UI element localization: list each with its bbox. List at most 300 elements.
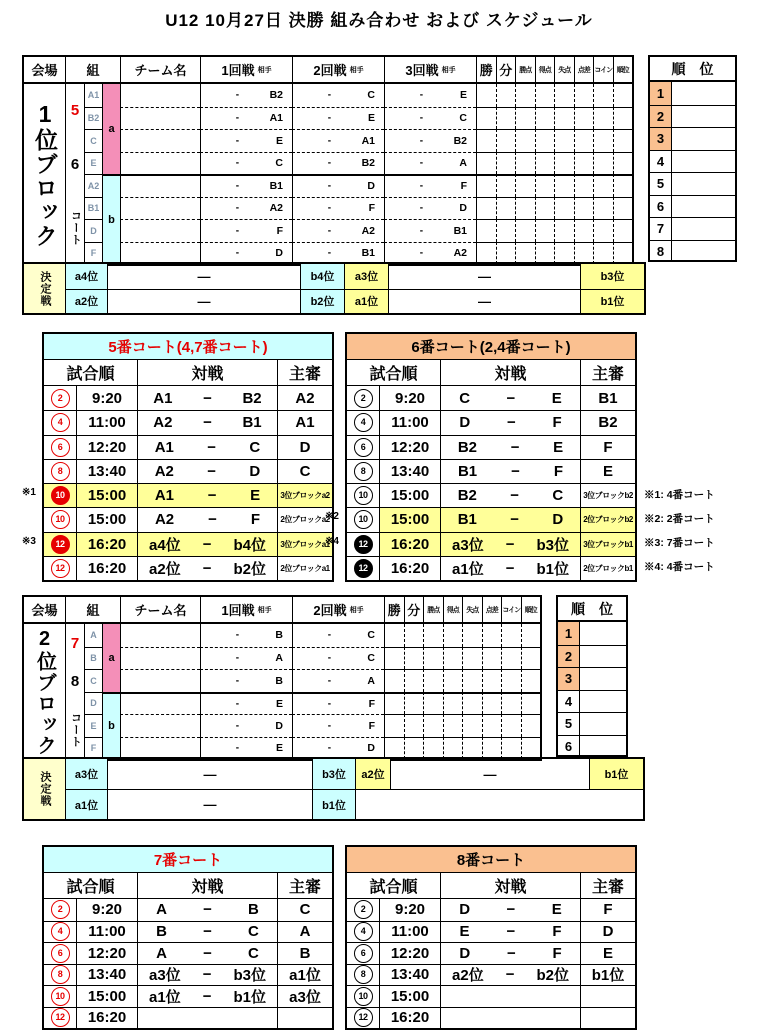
stat-cell <box>462 714 482 737</box>
team-name-cell <box>120 669 200 692</box>
home-team: D <box>459 414 471 432</box>
stat-cell <box>476 129 496 152</box>
decision-cell <box>580 289 644 314</box>
decision-cell <box>390 759 589 789</box>
opponent-sublabel: 相手 <box>349 606 364 614</box>
home-team: A2 <box>154 511 175 529</box>
stat-cell <box>482 692 502 715</box>
away-team: b3位 <box>536 536 569 554</box>
opponent-id: A2 <box>453 247 467 260</box>
rank-number-text: 5 <box>564 716 573 732</box>
match-time-cell <box>379 532 440 556</box>
away-team: b2位 <box>233 560 266 578</box>
match-time-cell <box>76 899 137 921</box>
stat-cell <box>462 737 482 760</box>
versus-dash: − <box>505 535 515 553</box>
stat-cell <box>535 197 555 220</box>
round-result-cell <box>384 152 476 175</box>
header-round <box>292 597 384 624</box>
decision-cell <box>388 264 580 289</box>
team-name-cell <box>120 737 200 760</box>
home-team: A2 <box>154 462 174 480</box>
team-name-cell <box>120 152 200 175</box>
decision-block-1 <box>22 262 646 315</box>
stat-cell <box>384 737 404 760</box>
round-result-cell <box>384 242 476 265</box>
opponent-id: D <box>367 742 375 755</box>
home-team: D <box>459 901 471 919</box>
referee-name: 3位ブロックb1 <box>583 539 633 549</box>
round-result-cell <box>292 219 384 242</box>
versus-dash: − <box>510 511 520 529</box>
stat-cell <box>482 737 502 760</box>
versus-dash: − <box>203 923 212 941</box>
decision-label <box>24 759 65 819</box>
match-number-cell <box>347 899 379 921</box>
match-time-cell <box>379 410 440 434</box>
stat-cell <box>574 84 594 107</box>
match-time: 12:20 <box>87 944 127 962</box>
stat-cell <box>613 152 633 175</box>
matchup-cell <box>440 483 580 507</box>
team-letter <box>84 647 102 670</box>
match-time: 9:20 <box>394 389 426 407</box>
stat-cell <box>554 107 574 130</box>
match-time: 9:20 <box>91 389 123 407</box>
decision-slot: b4位 <box>310 271 335 284</box>
round-result-cell <box>200 107 292 130</box>
referee-cell <box>277 921 332 943</box>
referee-cell <box>277 483 332 507</box>
match-number-cell <box>44 899 76 921</box>
home-team: A1 <box>154 438 174 456</box>
matchup-cell <box>440 899 580 921</box>
stat-cell <box>521 669 541 692</box>
team-letter <box>84 624 102 647</box>
matchup-cell <box>440 556 580 580</box>
opponent-id: C <box>367 89 375 102</box>
court-schedule-7 <box>42 845 334 1030</box>
rank-row <box>558 735 626 758</box>
rank-row <box>650 127 735 150</box>
versus-dash: − <box>202 987 212 1005</box>
stat-cell <box>515 219 535 242</box>
home-team: E <box>459 923 470 941</box>
group-b-label: b <box>108 214 115 226</box>
stat-cell <box>462 669 482 692</box>
match-number-cell <box>347 459 379 483</box>
rank-number-text: 8 <box>656 243 665 259</box>
decision-cell <box>344 264 388 289</box>
rank-number-text: 7 <box>656 221 665 237</box>
footnote-text: ※2: 2番コート <box>644 512 715 525</box>
stat-cell <box>423 737 443 760</box>
decision-cell <box>344 289 388 314</box>
home-team: A1 <box>154 487 175 505</box>
match-time-cell <box>76 532 137 556</box>
away-team: B1 <box>242 414 262 432</box>
versus-dash: - <box>327 112 332 124</box>
matchup-cell <box>137 410 277 434</box>
away-team: E <box>551 389 562 407</box>
versus-dash: - <box>235 89 240 101</box>
match-number-badge: 4 <box>51 922 70 941</box>
stat-cell <box>443 737 463 760</box>
referee-cell <box>277 556 332 580</box>
matchup-cell <box>440 507 580 531</box>
match-time-cell <box>76 556 137 580</box>
rank-number <box>558 622 580 645</box>
rank-number <box>650 151 672 173</box>
court-title-text: 6番コート(2,4番コート) <box>411 339 571 356</box>
stat-label: 勝点 <box>519 66 532 74</box>
placeholder-dash: — <box>197 293 211 309</box>
round-result-cell <box>384 129 476 152</box>
away-team: b2位 <box>536 967 569 985</box>
rank-name-cell <box>672 218 735 240</box>
opponent-id: A1 <box>269 112 283 125</box>
away-team: E <box>250 487 261 505</box>
rank-name-cell <box>580 713 626 735</box>
match-time: 16:20 <box>87 559 127 577</box>
decision-cell <box>388 289 580 314</box>
match-number-badge: 8 <box>354 462 373 481</box>
team-name-cell <box>120 197 200 220</box>
match-number-cell <box>347 1007 379 1029</box>
schedule-body <box>347 386 635 580</box>
group-a-label: a <box>108 651 115 664</box>
matchup-cell <box>137 386 277 410</box>
round-result-cell <box>200 84 292 107</box>
round-result-cell <box>292 737 384 760</box>
stat-cell <box>482 714 502 737</box>
round-label: 2回戦 <box>313 603 347 618</box>
footnote-text: ※4: 4番コート <box>644 561 715 574</box>
match-time-cell <box>76 964 137 986</box>
match-number-cell <box>44 459 76 483</box>
stat-cell <box>613 197 633 220</box>
header-round <box>384 57 476 84</box>
home-team: C <box>459 389 471 407</box>
versus-dash: - <box>235 135 240 147</box>
stat-cell <box>535 242 555 265</box>
versus-dash: − <box>510 487 520 505</box>
matchup-cell <box>137 942 277 964</box>
stat-label: 失点 <box>466 606 479 614</box>
header-stat <box>443 597 463 624</box>
match-number-cell <box>347 483 379 507</box>
opponent-id: F <box>460 180 467 193</box>
round-result-cell <box>200 242 292 265</box>
referee-name: E <box>602 462 613 480</box>
stat-cell <box>535 107 555 130</box>
decision-cell <box>589 759 643 789</box>
referee-cell <box>580 532 635 556</box>
match-number-badge: 10 <box>51 486 70 505</box>
venue-label <box>24 84 65 264</box>
decision-block-2 <box>22 757 645 821</box>
opponent-id: D <box>275 719 283 732</box>
decision-cell <box>300 289 344 314</box>
home-team: a2位 <box>149 560 181 578</box>
team-name-cell <box>120 692 200 715</box>
stat-label: コイン <box>594 66 613 74</box>
stat-cell <box>515 242 535 265</box>
match-time: 13:40 <box>390 966 430 984</box>
referee-cell <box>277 899 332 921</box>
opponent-id: B2 <box>269 89 283 102</box>
referee-cell <box>580 899 635 921</box>
stat-cell <box>443 714 463 737</box>
stat-cell <box>404 692 424 715</box>
round-result-cell <box>292 624 384 647</box>
header-stat <box>613 57 633 84</box>
versus-dash: - <box>327 135 332 147</box>
away-team: C <box>248 923 259 941</box>
stat-cell <box>593 107 613 130</box>
rank-number <box>558 691 580 713</box>
header-stat <box>521 597 541 624</box>
header-round <box>200 597 292 624</box>
versus-dash: - <box>419 180 424 192</box>
match-number-badge: 4 <box>51 413 70 432</box>
stat-cell <box>496 174 516 197</box>
header-stat <box>384 597 404 624</box>
round-result-cell <box>292 242 384 265</box>
decision-cell <box>355 789 643 819</box>
match-number-badge: 8 <box>354 965 373 984</box>
placeholder-dash: — <box>483 766 497 782</box>
match-time: 9:20 <box>91 901 123 919</box>
stat-cell <box>574 242 594 265</box>
match-time: 13:40 <box>390 462 430 480</box>
group-a-label: a <box>108 123 115 135</box>
versus-dash: − <box>506 923 516 941</box>
versus-dash: - <box>235 675 240 687</box>
matchup-cell <box>137 507 277 531</box>
rank-number-text: 4 <box>564 693 573 709</box>
match-time-cell <box>76 1007 137 1029</box>
match-time-cell <box>379 899 440 921</box>
footnote-mark: ※1 <box>22 487 36 499</box>
round-result-cell <box>384 219 476 242</box>
round-result-cell <box>292 647 384 670</box>
stat-cell <box>443 669 463 692</box>
team-letter-text: E <box>90 720 97 731</box>
match-time: 9:20 <box>394 901 426 919</box>
team-letter <box>84 84 102 107</box>
round-result-cell <box>384 197 476 220</box>
round-result-cell <box>384 174 476 197</box>
home-team: A1 <box>153 389 173 407</box>
opponent-sublabel: 相手 <box>257 66 272 74</box>
stat-cell <box>462 692 482 715</box>
versus-dash: − <box>506 389 516 407</box>
matchup-cell <box>137 459 277 483</box>
header-round <box>292 57 384 84</box>
referee-cell <box>580 985 635 1007</box>
stat-cell <box>476 219 496 242</box>
referee-cell <box>580 459 635 483</box>
matchup-cell <box>440 942 580 964</box>
versus-dash: − <box>207 487 217 505</box>
versus-dash: - <box>419 247 424 259</box>
match-time: 11:00 <box>88 414 126 432</box>
stat-cell <box>593 197 613 220</box>
away-team: b3位 <box>233 967 266 985</box>
versus-dash: − <box>505 966 515 984</box>
stat-label: 分 <box>407 603 421 618</box>
stat-cell <box>423 692 443 715</box>
match-time-cell <box>76 942 137 964</box>
match-number-badge: 10 <box>51 510 70 529</box>
group-band-a <box>102 84 120 174</box>
decision-slot: b3位 <box>322 769 346 781</box>
home-team: A <box>156 944 167 962</box>
referee-cell <box>277 942 332 964</box>
matchup-cell <box>440 435 580 459</box>
stat-cell <box>476 174 496 197</box>
court-title-text: 7番コート <box>153 852 223 869</box>
match-time-cell <box>76 921 137 943</box>
rank-name-cell <box>580 691 626 713</box>
match-number-cell <box>347 964 379 986</box>
header-order: 試合順 <box>369 879 418 896</box>
decision-slot: b3位 <box>600 271 625 284</box>
match-time-cell <box>379 459 440 483</box>
stat-cell <box>384 624 404 647</box>
decision-slot: a2位 <box>74 296 99 309</box>
match-number-badge: 6 <box>354 438 373 457</box>
versus-dash: - <box>327 698 332 710</box>
stat-cell <box>476 242 496 265</box>
rank-header: 順 位 <box>650 57 735 82</box>
round-result-cell <box>200 152 292 175</box>
team-letter-text: A1 <box>87 90 100 101</box>
matchup-cell <box>440 985 580 1007</box>
team-letter <box>84 242 102 265</box>
matchup-cell <box>137 964 277 986</box>
match-number-badge: 6 <box>51 438 70 457</box>
header-stat <box>404 597 424 624</box>
rank-number-text: 1 <box>656 85 665 101</box>
rank-row <box>558 667 626 690</box>
match-time: 12:20 <box>87 438 127 456</box>
home-team: A2 <box>153 414 173 432</box>
placeholder-dash: — <box>478 293 491 309</box>
versus-dash: - <box>327 720 332 732</box>
team-letter <box>84 219 102 242</box>
home-team: B1 <box>457 511 477 529</box>
stat-label: 失点 <box>558 66 571 74</box>
home-team: B2 <box>457 438 478 456</box>
round-label: 2回戦 <box>313 63 347 78</box>
court-numbers <box>65 624 84 759</box>
schedule-body <box>347 899 635 1028</box>
versus-dash: − <box>202 966 212 984</box>
rank-row <box>558 712 626 735</box>
stat-cell <box>574 197 594 220</box>
match-time-cell <box>76 459 137 483</box>
home-team: a1位 <box>149 988 181 1006</box>
round-result-cell <box>200 174 292 197</box>
stat-cell <box>443 624 463 647</box>
team-letter-text: D <box>90 225 97 236</box>
versus-dash: - <box>419 112 424 124</box>
decision-cell <box>355 759 390 789</box>
versus-dash: - <box>235 698 240 710</box>
match-time: 15:00 <box>87 987 127 1005</box>
versus-dash: − <box>202 535 212 553</box>
match-time-cell <box>379 985 440 1007</box>
referee-name: 2位ブロックa2 <box>280 515 330 525</box>
header-stat <box>423 597 443 624</box>
round-result-cell <box>292 714 384 737</box>
match-number-cell <box>44 964 76 986</box>
opponent-id: C <box>367 652 375 665</box>
round-result-cell <box>292 197 384 220</box>
matchup-cell <box>440 1007 580 1029</box>
stat-label: 勝点 <box>427 606 440 614</box>
stat-cell <box>535 152 555 175</box>
court-schedule-5 <box>42 332 334 582</box>
referee-name: A2 <box>295 389 315 407</box>
stat-label: 点差 <box>577 66 590 74</box>
versus-dash: - <box>235 157 240 169</box>
rank-name-cell <box>672 82 735 105</box>
versus-dash: - <box>235 720 240 732</box>
home-team: a3位 <box>149 967 181 985</box>
round-result-cell <box>200 129 292 152</box>
stat-cell <box>593 129 613 152</box>
match-number-cell <box>347 985 379 1007</box>
stat-cell <box>613 242 633 265</box>
stat-cell <box>501 647 521 670</box>
rank-number <box>558 646 580 668</box>
opponent-id: B1 <box>269 180 283 193</box>
match-time: 16:20 <box>390 535 430 553</box>
team-letter <box>84 714 102 737</box>
round-result-cell <box>200 219 292 242</box>
referee-name: B2 <box>598 414 618 432</box>
stat-label: 勝 <box>387 603 401 618</box>
decision-slot: b2位 <box>310 296 335 309</box>
match-time-cell <box>379 435 440 459</box>
stat-cell <box>515 84 535 107</box>
referee-cell <box>580 507 635 531</box>
rank-name-cell <box>580 736 626 758</box>
match-time: 11:00 <box>391 923 429 941</box>
match-number-cell <box>347 507 379 531</box>
stat-cell <box>613 174 633 197</box>
team-letter-text: A <box>90 630 97 641</box>
opponent-id: C <box>367 629 375 642</box>
matchup-cell <box>137 985 277 1007</box>
team-letter <box>84 692 102 715</box>
referee-cell <box>580 964 635 986</box>
opponent-id: B <box>275 629 283 642</box>
match-time-cell <box>76 483 137 507</box>
court-number-secondary: 8 <box>70 673 80 691</box>
team-letter <box>84 129 102 152</box>
match-time-cell <box>379 483 440 507</box>
versus-dash: - <box>419 202 424 214</box>
versus-dash: − <box>203 389 212 407</box>
court-title-text: 8番コート <box>456 852 526 869</box>
referee-cell <box>580 483 635 507</box>
stat-cell <box>501 737 521 760</box>
match-time: 12:20 <box>390 944 430 962</box>
